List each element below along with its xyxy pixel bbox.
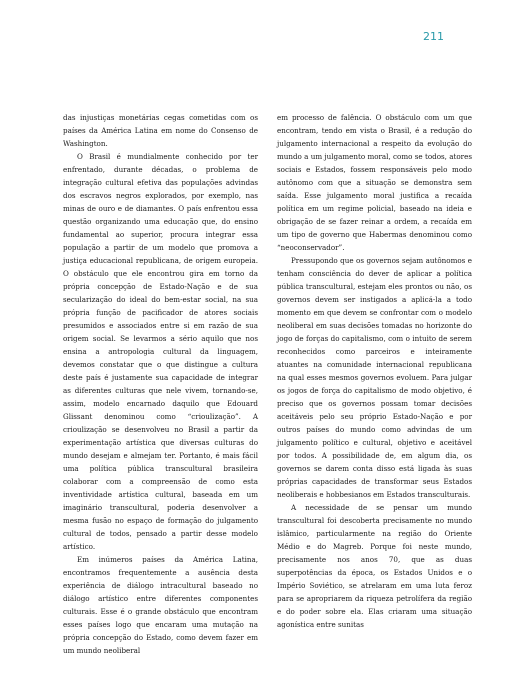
page-number: 211 — [423, 30, 444, 43]
right-column — [277, 111, 472, 631]
paragraph: Em inúmeros países da América Latina, encontramos frequentemente a ausência desta experiência de diálogo intracultural baseado no diálogo artístico entre diferentes componentes culturais. Esse é o grande obstáculo que encontram esses países logo que encaram uma mutação na própria concepção do Estado, como devem fazer em um mundo neoliberal — [63, 555, 258, 655]
paragraph: das injustiças monetárias cegas cometidas com os países da América Latina em nome do Consenso de Washington. — [63, 113, 258, 148]
paragraph: Pressupondo que os governos sejam autônomos e tenham consciência do dever de aplicar a política pública transcultural, estejam eles prontos ou não, os governos devem ser instigados a aplicá-la a todo momento em que devem se confrontar com o modelo neoliberal em suas decisões tomadas no horizonte do jogo de forças do capitalismo, com o intuito de serem reconhecidos como parceiros e inteiramente atuantes na comunidade internacional republicana na qual esses mesmos governos evoluem. Para julgar os jogos de força do capitalismo de modo objetivo, é preciso que os governos possam tomar decisões aceitáveis pelo seu próprio Estado-Nação e por outros países do mundo como advindas de um julgamento político e cultural, objetivo e aceitável por todos. A possibilidade de, em algum dia, os governos se darem conta disso está ligada às suas próprias capacidades de transformar seus Estados neoliberais e hobbesianos em Estados transculturais. — [277, 256, 472, 499]
paragraph: em processo de falência. O obstáculo com um que encontram, tendo em vista o Brasil, é a redução do julgamento internacional a respeito da evolução do mundo a um julgamento moral, como se todos, atores sociais e Estados, fossem responsáveis pelo modo autônomo com que a situação se demonstra sem saída. Esse julgamento moral justifica a recaída política em um regime policial, baseado na ideia e obrigação de se fazer reinar a ordem, a recaída em um tipo de governo que Habermas denominou como “neoconservador”. — [277, 113, 472, 252]
paragraph: A necessidade de se pensar um mundo transcultural foi descoberta precisamente no mundo islâmico, particularmente na região do Oriente Médio e do Magreb. Porque foi neste mundo, precisamente nos anos 70, que as duas superpotências da época, os Estados Unidos e o Império Soviético, se atrelaram em uma luta feroz para se apropriarem da riqueza petrolífera da região e do poder sobre ela. Elas criaram uma situação agonística entre sunitas — [277, 503, 472, 629]
paragraph: O Brasil é mundialmente conhecido por ter enfrentado, durante décadas, o problema de integração cultural efetiva das populações advindas dos escravos negros explorados, por exemplo, nas minas de ouro e de diamantes. O país enfrentou essa questão organizando uma educação que, do ensino fundamental ao superior, procura integrar essa população a partir de um modelo que promova a justiça educacional republicana, de origem europeia. O obstáculo que ele encontrou gira em torno da própria concepção de Estado-Nação e de sua secularização do ideal do bem-estar social, na sua própria função de pacificador de atores sociais presumidos e associados entre si em razão de sua origem social. Se levarmos a sério aquilo que nos ensina a antropologia cultural da linguagem, devemos constatar que o que distingue a cultura deste país é justamente sua capacidade de integrar as diferentes culturas que nele vivem, tornando-se, assim, modelo encarnado daquilo que Edouard Glissant denominou como “crioulização”. A crioulização se desenvolveu no Brasil a partir da experimentação artística que diversas culturas do mundo desejam e almejam ter. Portanto, é mais fácil uma política pública transcultural brasileira colaborar com a compreensão de como esta inventividade artística cultural, baseada em um imaginário transcultural, poderia desenvolver a mesma fusão no espaço de formação do julgamento cultural de todos, pensado a partir desse modelo artístico. — [63, 152, 258, 551]
left-column — [63, 111, 258, 657]
